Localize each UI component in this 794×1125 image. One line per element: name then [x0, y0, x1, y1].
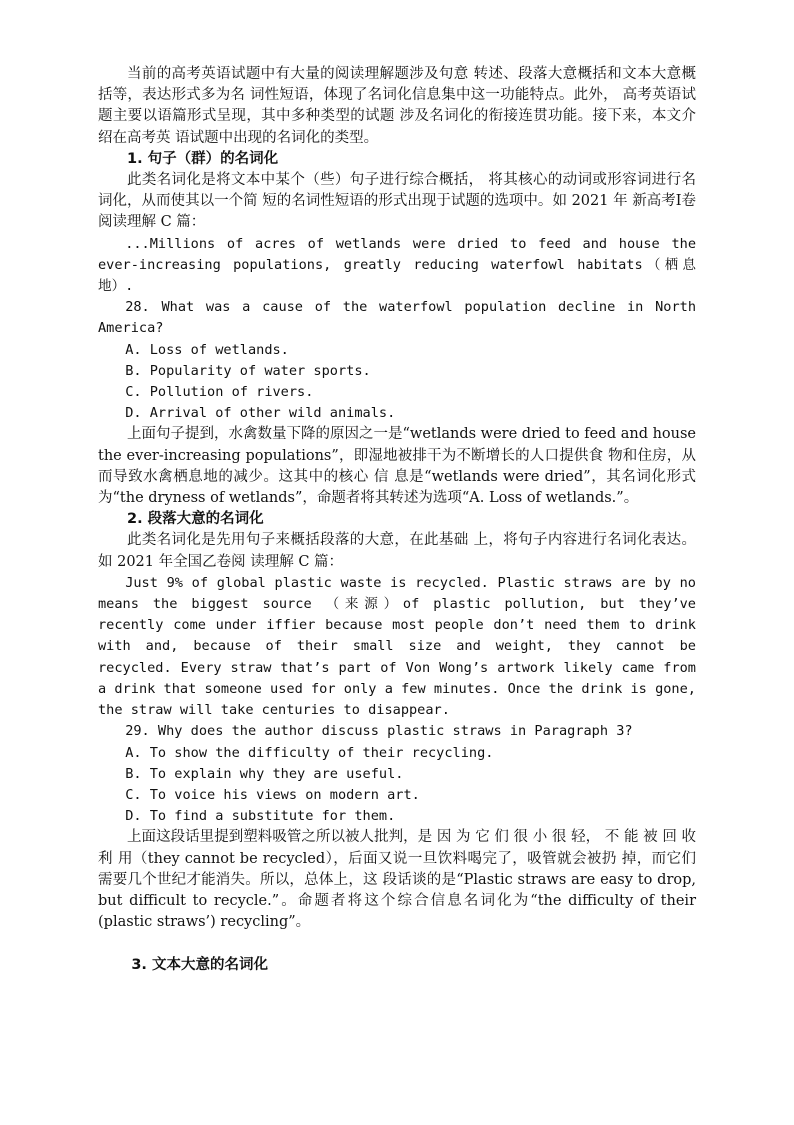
- section-1-heading: 1. 句子（群）的名词化: [127, 150, 279, 167]
- question-29: 29. Why does the author discuss plastic straws in Paragraph 3?: [125, 723, 633, 740]
- question-28-option-a: A. Loss of wetlands.: [125, 341, 289, 358]
- intro-paragraph: 当前的高考英语试题中有大量的阅读理解题涉及句意 转述、段落大意概括和文本大意概括等，表达形式多为名 词性短语，体现了名词化信息集中这一功能特点。此外， 高考英语试题主要以语篇形式呈现，其中多种类型的试题 涉及名词化的衔接连贯功能。接下来，本文介绍在高考英 语试题中出现的名词化的类型。: [98, 66, 696, 146]
- question-28: 28. What was a cause of the waterfowl population decline in North America?: [98, 299, 696, 337]
- question-28-option-b: B. Popularity of water sports.: [125, 362, 371, 379]
- section-2-excerpt: Just 9% of global plastic waste is recycled. Plastic straws are by no means the biggest source （来源）of plastic pollution, but they’ve recently come under iffier because most people don’t need them to drink with and, because of their small size and weight, they cannot be recycled. Every straw that’s part of Von Wong’s artwork likely came from a drink that someone used for only a few minutes. Once the drink is gone, the straw will take centuries to disappear.: [98, 574, 696, 719]
- document-page: [98, 64, 696, 977]
- question-29-option-a: A. To show the difficulty of their recycling.: [125, 744, 494, 761]
- section-1-analysis: 上面句子提到，水禽数量下降的原因之一是“wetlands were dried to feed and house the ever-increasing populations”，即湿地被排干为不断增长的人口提供食 物和住房，从而导致水禽栖息地的减少。这其中的核心 信 息是“wetlands were dried”，其名词化形式为“the dryness of wetlands”，命题者将其转述为选项“A. Loss of wetlands.”。: [98, 426, 697, 507]
- question-29-option-d: D. To find a substitute for them.: [125, 808, 396, 825]
- section-2-heading: 2. 段落大意的名词化: [127, 511, 264, 528]
- question-28-option-d: D. Arrival of other wild animals.: [125, 405, 396, 422]
- question-29-option-c: C. To voice his views on modern art.: [125, 786, 420, 803]
- section-1-paragraph: 此类名词化是将文本中某个（些）句子进行综合概括， 将其核心的动词或形容词进行名词化，从而使其以一个简 短的名词性短语的形式出现于试题的选项中。如 2021 年 新高考Ⅰ卷阅读理解 C 篇：: [98, 172, 696, 231]
- section-2-paragraph: 此类名词化是先用句子来概括段落的大意，在此基础 上，将句子内容进行名词化表达。如 2021 年全国乙卷阅 读理解 C 篇：: [98, 532, 696, 570]
- section-1-excerpt: ...Millions of acres of wetlands were dried to feed and house the ever-increasing populations, greatly reducing waterfowl habitats（栖息地）.: [98, 235, 696, 295]
- section-3-heading: 3. 文本大意的名词化: [131, 957, 268, 974]
- question-28-option-c: C. Pollution of rivers.: [125, 384, 314, 401]
- section-2-analysis: 上面这段话里提到塑料吸管之所以被人批判，是 因 为 它 们 很 小 很 轻， 不 能 被 回 收 利 用（they cannot be recycled），后面又说一旦饮料喝完了，吸管就会被扔 掉，而它们需要几个世纪才能消失。所以，总体上，这 段话谈的是“Plastic straws are easy to drop, but difficult to recycle.”。命题者将这个综合信息名词化为“the difficulty of their (plastic straws’) recycling”。: [98, 829, 696, 931]
- question-29-option-b: B. To explain why they are useful.: [125, 765, 404, 782]
